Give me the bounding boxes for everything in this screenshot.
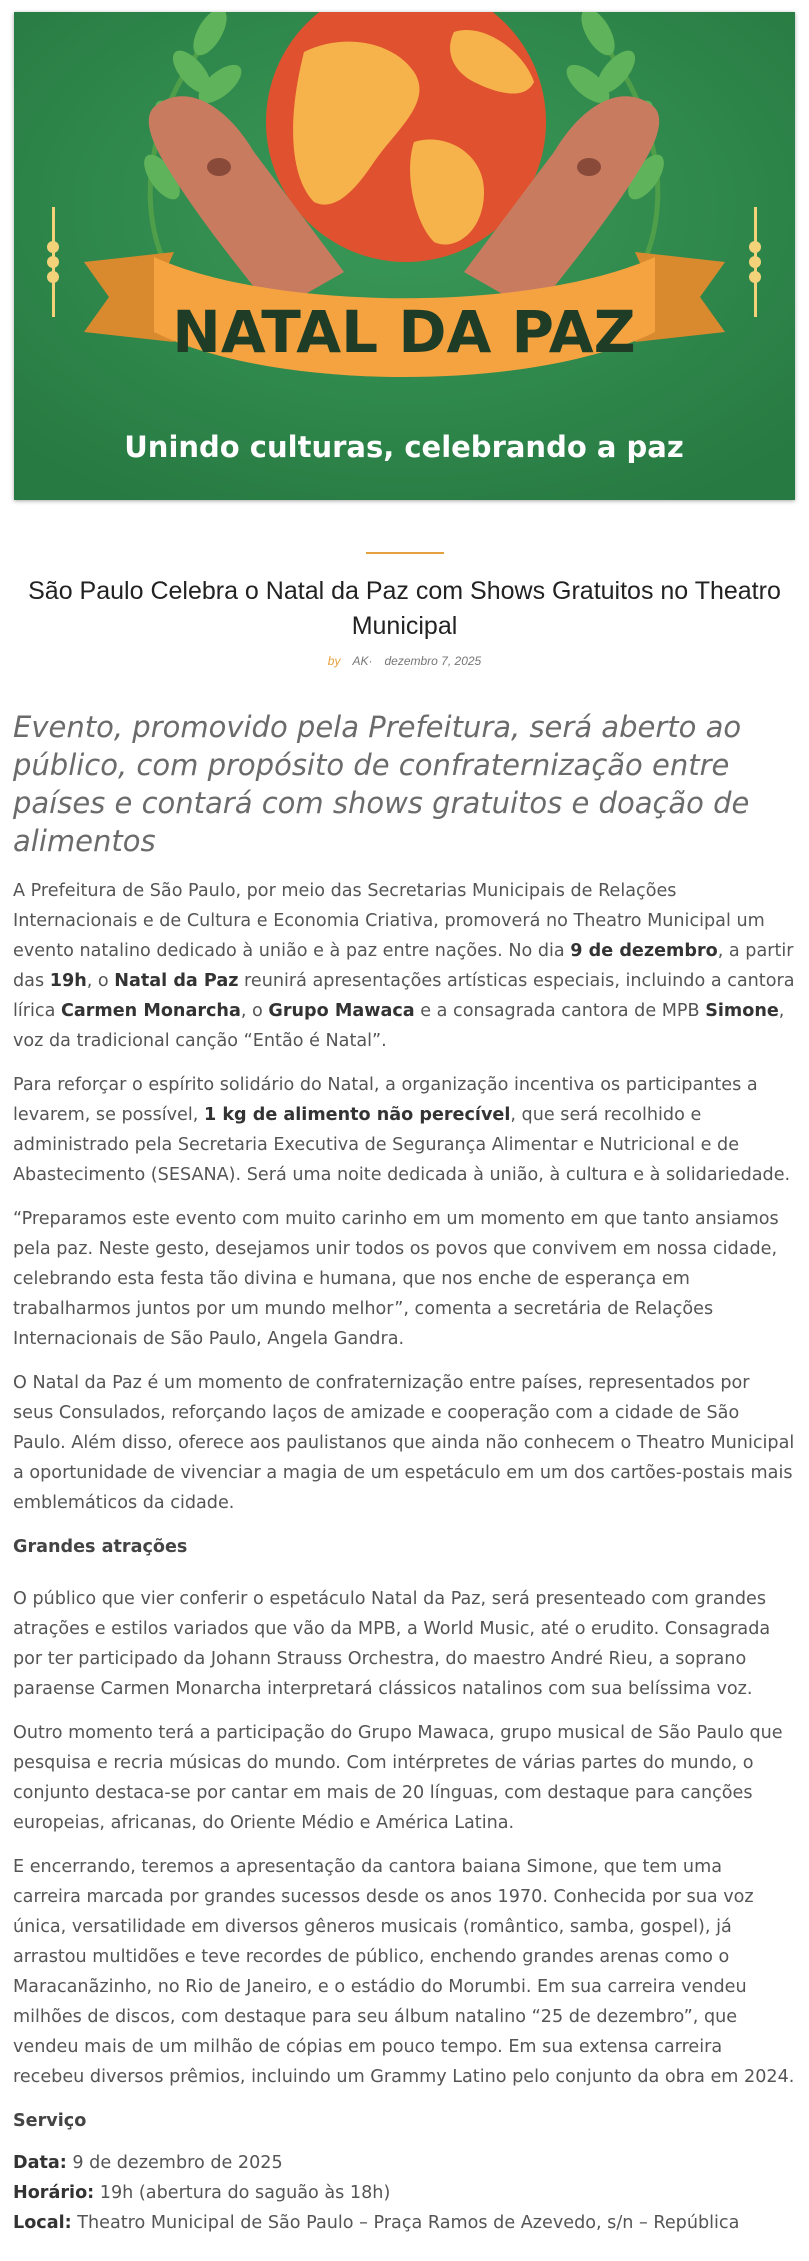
text: A Prefeitura de São Paulo, por meio das Secretarias Municipais de Relações Internacionais e de Cultura e Economia Criativa, promoverá no Theatro Municipal um evento natalino dedicado à união e à paz entre nações. No dia: [13, 881, 765, 961]
article-lede: Evento, promovido pela Prefeitura, será aberto ao público, com propósito de confraternização entre países e contará com shows gratuitos e doação de alimentos: [13, 710, 750, 858]
text: Para reforçar o espírito solidário do Natal, a organização incentiva os participantes a levarem, se possível,: [13, 1075, 758, 1125]
text: reunirá apresentações artísticas especiais, incluindo a cantora lírica: [13, 971, 795, 1021]
section-heading-atracoes: Grandes atrações: [13, 1537, 188, 1557]
paragraph-7: E encerrando, teremos a apresentação da cantora baiana Simone, que tem uma carreira marcada por grandes sucessos desde os anos 1970. Conhecida por sua voz única, versatilidade em diversos gêneros musicais (romântico, samba, gospel), já arrastou multidões e teve recordes de público, enchendo grandes arenas como o Maracanãzinho, no Rio de Janeiro, e o estádio do Morumbi. Em sua carreira vendeu milhões de discos, com destaque para seu álbum natalino “25 de dezembro”, que vendeu mais de um milhão de cópias em pouco tempo. Em sua extensa carreira recebeu diversos prêmios, incluindo um Grammy Latino pelo conjunto da obra em 2024.: [13, 1857, 795, 2087]
bold-date: 9 de dezembro: [570, 941, 718, 961]
service-location: [13, 2208, 795, 2238]
bold-artist: Carmen Monarcha: [60, 1001, 241, 1021]
text: , a partir das: [13, 941, 794, 991]
text: , o: [86, 971, 115, 991]
article-body: [13, 876, 795, 2238]
paragraph-6: Outro momento terá a participação do Grupo Mawaca, grupo musical de São Paulo que pesquisa e recria músicas do mundo. Com intérpretes de várias partes do mundo, o conjunto destaca-se por cantar em mais de 20 línguas, com destaque para canções europeias, africanas, do Oriente Médio e América Latina.: [13, 1723, 783, 1833]
text: , que será recolhido e administrado pela Secretaria Executiva de Segurança Alimentar e Nutricional e de Abastecimento (SESANA). Será uma noite dedicada à união, à cultura e à solidariedade.: [13, 1105, 791, 1185]
hero-image: [14, 12, 795, 500]
paragraph-1: [13, 876, 795, 1056]
bold-artist: Simone: [705, 1001, 779, 1021]
bold-donation: 1 kg de alimento não perecível: [203, 1105, 511, 1125]
text: , o: [240, 1001, 269, 1021]
service-location-value: Theatro Municipal de São Paulo – Praça Ramos de Azevedo, s/n – República: [71, 2213, 740, 2233]
paragraph-3: “Preparamos este evento com muito carinho em um momento em que tanto ansiamos pela paz. Neste gesto, desejamos unir todos os povos que convivem em nossa cidade, celebrando esta festa tão divina e humana, que nos enche de esperança em trabalharmos juntos por um mundo melhor”, comenta a secretária de Relações Internacionais de São Paulo, Angela Gandra.: [13, 1209, 779, 1349]
hero-tagline: Unindo culturas, celebrando a paz: [124, 430, 684, 464]
title-divider: [366, 552, 444, 554]
service-date: [13, 2148, 795, 2178]
service-time-value: 19h (abertura do saguão às 18h): [94, 2183, 391, 2203]
service-time: [13, 2178, 795, 2208]
text: , voz da tradicional canção “Então é Natal”.: [13, 1001, 785, 1051]
service-date-value: 9 de dezembro de 2025: [66, 2153, 283, 2173]
service-location-label: Local:: [13, 2213, 72, 2233]
service-date-label: Data:: [13, 2153, 67, 2173]
service-time-label: Horário:: [13, 2183, 95, 2203]
meta-by: by: [327, 654, 341, 668]
text: e a consagrada cantora de MPB: [414, 1001, 706, 1021]
banner-title: NATAL DA PAZ: [172, 298, 636, 366]
bold-artist: Grupo Mawaca: [268, 1001, 415, 1021]
paragraph-2: [13, 1070, 795, 1190]
meta-date: dezembro 7, 2025: [384, 654, 482, 668]
bold-time: 19h: [49, 971, 87, 991]
article-title: São Paulo Celebra o Natal da Paz com Shows Gratuitos no Theatro Municipal: [28, 577, 781, 640]
bold-event: Natal da Paz: [114, 971, 239, 991]
section-heading-servico: Serviço: [13, 2111, 87, 2131]
paragraph-4: O Natal da Paz é um momento de confraternização entre países, representados por seus Consulados, reforçando laços de amizade e cooperação com a cidade de São Paulo. Além disso, oferece aos paulistanos que ainda não conhecem o Theatro Municipal a oportunidade de vivenciar a magia de um espetáculo em um dos cartões-postais mais emblemáticos da cidade.: [13, 1373, 795, 1513]
article-meta: [0, 654, 809, 668]
paragraph-5: O público que vier conferir o espetáculo Natal da Paz, será presenteado com grandes atrações e estilos variados que vão da MPB, a World Music, até o erudito. Consagrada por ter participado da Johann Strauss Orchestra, do maestro André Rieu, a soprano paraense Carmen Monarcha interpretará clássicos natalinos com sua belíssima voz.: [13, 1589, 771, 1699]
meta-author-link[interactable]: AK·: [352, 654, 373, 668]
